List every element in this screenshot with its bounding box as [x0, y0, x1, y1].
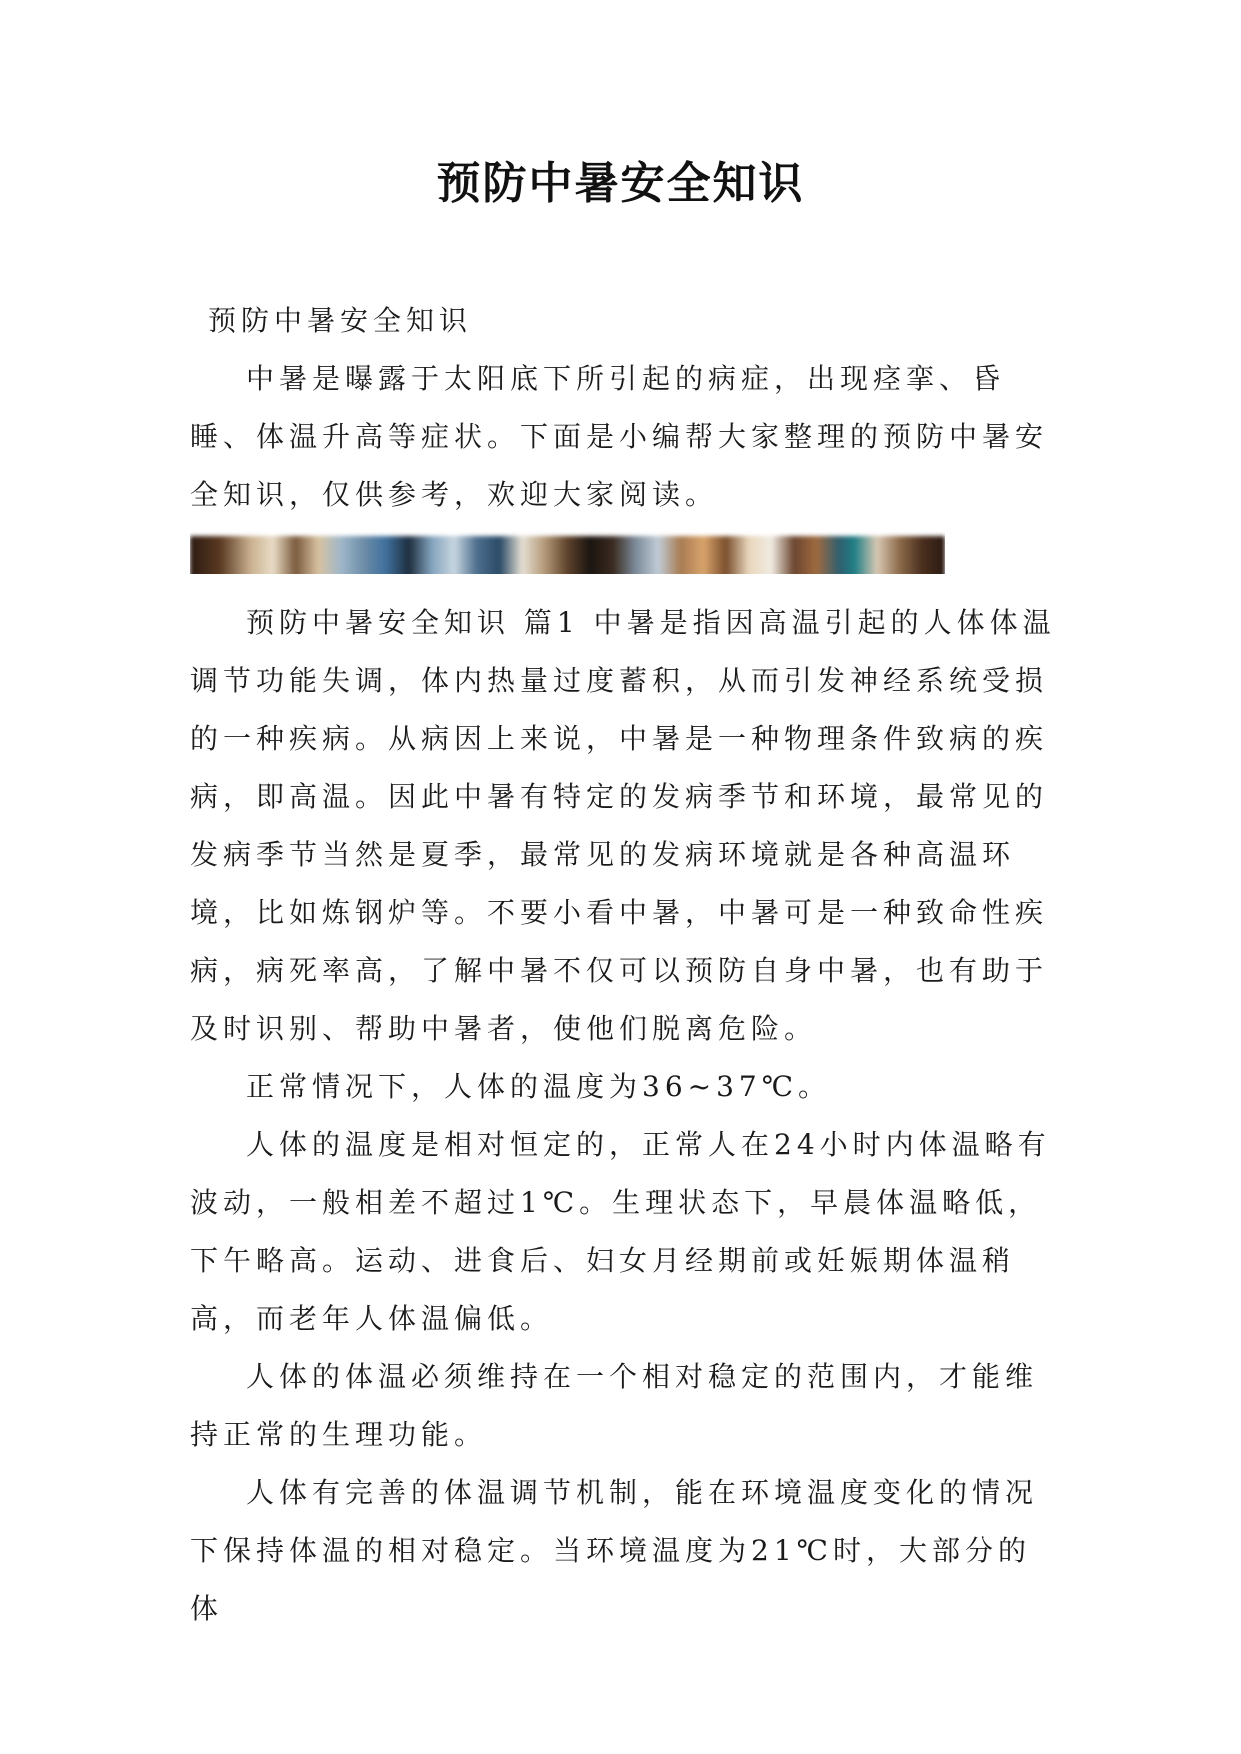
body-paragraph: 人体有完善的体温调节机制，能在环境温度变化的情况下保持体温的相对稳定。当环境温度为21℃时，大部分的体 — [190, 1476, 1039, 1625]
blurred-banner-picture — [190, 536, 945, 574]
banner-image — [190, 528, 945, 574]
intro-paragraph: 中暑是曝露于太阳底下所引起的病症，出现痉挛、昏睡、体温升高等症状。下面是小编帮大家整理的预防中暑安全知识，仅供参考，欢迎大家阅读。 — [190, 362, 1049, 511]
body-paragraph: 预防中暑安全知识 篇1 中暑是指因高温引起的人体体温调节功能失调，体内热量过度蓄积，从而引发神经系统受损的一种疾病。从病因上来说，中暑是一种物理条件致病的疾病，即高温。因此中暑有特定的发病季节和环境，最常见的发病季节当然是夏季，最常见的发病环境就是各种高温环境，比如炼钢炉等。不要小看中暑，中暑可是一种致命性疾病，病死率高，了解中暑不仅可以预防自身中暑，也有助于及时识别、帮助中暑者，使他们脱离危险。 — [190, 606, 1056, 1045]
document-body — [190, 292, 1062, 1638]
document-subtitle: 预防中暑安全知识 — [208, 304, 473, 337]
body-paragraph: 人体的温度是相对恒定的，正常人在24小时内体温略有波动，一般相差不超过1℃。生理状态下，早晨体温略低，下午略高。运动、进食后、妇女月经期前或妊娠期体温稍高，而老年人体温偏低。 — [190, 1128, 1051, 1335]
document-title: 预防中暑安全知识 — [436, 158, 805, 209]
body-paragraph: 正常情况下，人体的温度为36~37℃。 — [246, 1070, 832, 1103]
body-paragraph: 人体的体温必须维持在一个相对稳定的范围内，才能维持正常的生理功能。 — [190, 1360, 1039, 1451]
